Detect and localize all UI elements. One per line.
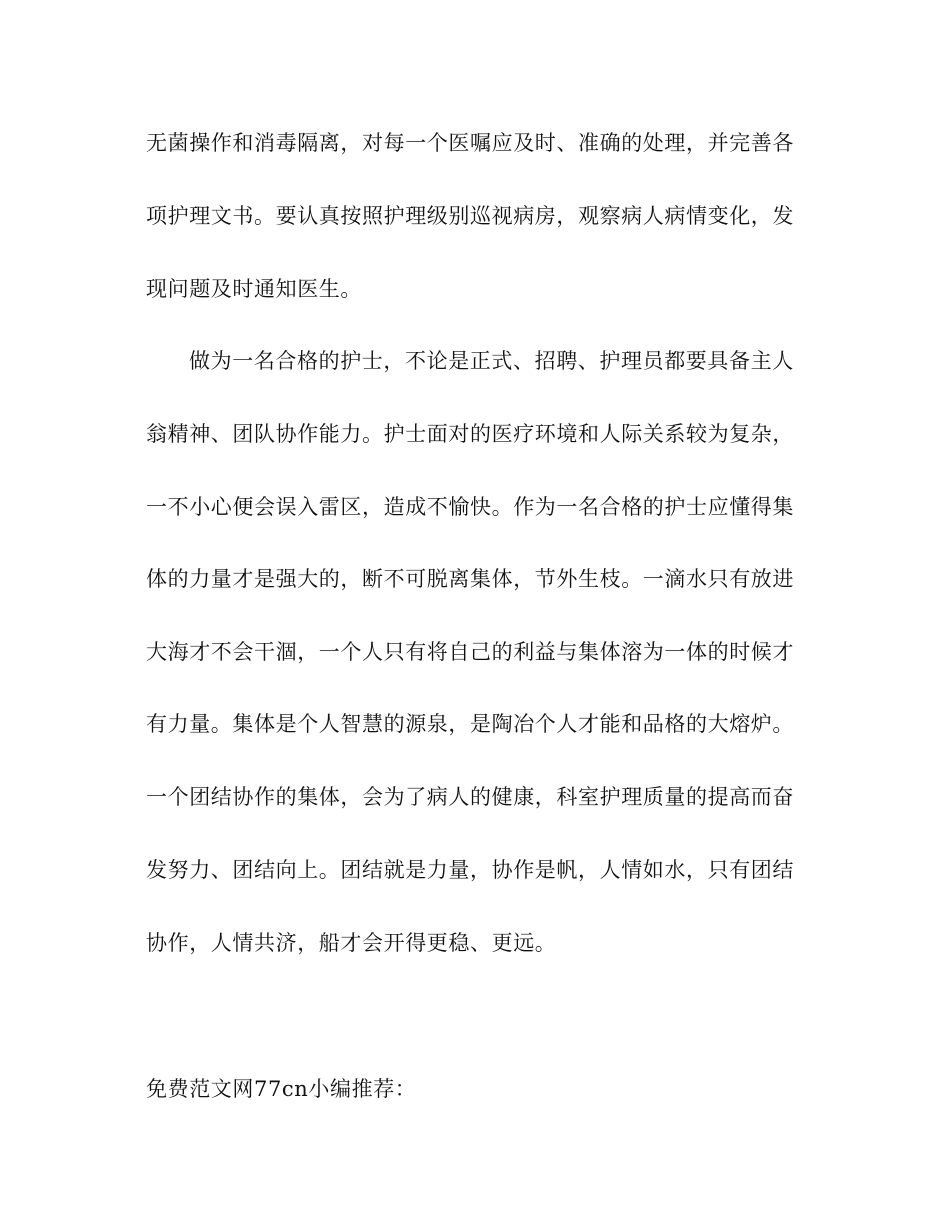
paragraph-1-line-3: 现问题及时通知医生。 — [146, 277, 362, 301]
paragraph-2-line-1: 做为一名合格的护士，不论是正式、招聘、护理员都要具备主人 — [189, 349, 794, 373]
paragraph-2-line-5: 大海才不会干涸，一个人只有将自己的利益与集体溶为一体的时候才 — [146, 640, 794, 664]
paragraph-1-line-2: 项护理文书。要认真按照护理级别巡视病房，观察病人病情变化，发 — [146, 204, 794, 228]
footer-recommendation: 免费范文网77cn小编推荐： — [146, 1077, 417, 1101]
paragraph-2-line-6: 有力量。集体是个人智慧的源泉，是陶冶个人才能和品格的大熔炉。 — [146, 712, 794, 736]
paragraph-2-line-9: 协作，人情共济，船才会开得更稳、更远。 — [146, 931, 557, 955]
paragraph-2-line-4: 体的力量才是强大的，断不可脱离集体，节外生枝。一滴水只有放进 — [146, 567, 794, 591]
paragraph-1-line-1: 无菌操作和消毒隔离，对每一个医嘱应及时、准确的处理，并完善各 — [146, 131, 794, 155]
paragraph-2-line-3: 一不小心便会误入雷区，造成不愉快。作为一名合格的护士应懂得集 — [146, 495, 794, 519]
paragraph-2-line-2: 翁精神、团队协作能力。护士面对的医疗环境和人际关系较为复杂， — [146, 422, 794, 446]
paragraph-2-line-7: 一个团结协作的集体，会为了病人的健康，科室护理质量的提高而奋 — [146, 785, 794, 809]
paragraph-2-line-8: 发努力、团结向上。团结就是力量，协作是帆，人情如水，只有团结 — [146, 858, 794, 882]
